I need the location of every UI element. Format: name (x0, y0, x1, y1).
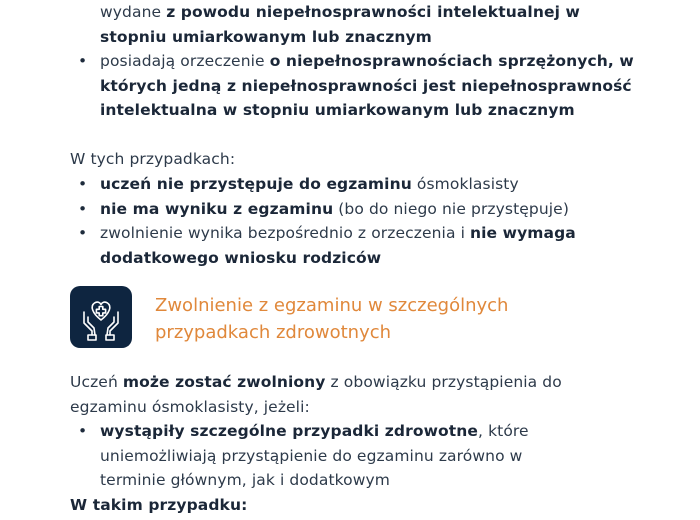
list-item (70, 0, 650, 49)
list-item-bold-text: o niepełnosprawnościach sprzężonych, w których jedną z niepełnosprawności jest niepełnosprawność intelektualna w stopniu umiarkowanym lub znacznym (100, 52, 634, 119)
list-item-text: posiadają orzeczenie (100, 52, 270, 70)
list-item-bold-text: uczeń nie przystępuje do egzaminu (100, 175, 412, 193)
section-heading: Zwolnienie z egzaminu w szczególnych przypadkach zdrowotnych (155, 295, 509, 343)
list-item-text: zwolnienie wynika bezpośrednio z orzeczenia i (100, 224, 470, 242)
list-item-text: , które uniemożliwiają przystąpienie do egzaminu zarówno w terminie głównym, jak i dodatkowym (100, 422, 529, 489)
in-such-case-text: W takim przypadku: (70, 496, 248, 514)
in-these-cases-label (70, 147, 670, 172)
list-item-bold-text: nie ma wyniku z egzaminu (100, 199, 334, 218)
health-care-icon (70, 286, 132, 348)
list-item (70, 197, 650, 222)
intro-text: z obowiązku przystąpienia do egzaminu ósmoklasisty, jeżeli: (70, 373, 562, 416)
consequences-list (70, 172, 650, 270)
intro-text: Uczeń (70, 373, 123, 391)
in-such-case-label (70, 493, 670, 518)
hands-holding-heart-icon (70, 286, 132, 348)
list-item-bold-text: nie wymaga dodatkowego wniosku rodziców (100, 224, 576, 267)
list-item-text: ósmoklasisty (411, 175, 519, 193)
in-these-cases-text: W tych przypadkach: (70, 150, 236, 168)
list-item-text: wydane (100, 3, 167, 21)
disability-criteria-list (70, 0, 650, 123)
health-conditions-list (70, 419, 570, 493)
list-item (70, 172, 650, 197)
list-item-bold-text: wystąpiły szczególne przypadki zdrowotne (100, 422, 479, 440)
intro-paragraph (70, 370, 630, 419)
list-item (70, 221, 650, 270)
list-item (70, 49, 650, 123)
list-item-text: (bo do niego nie przystępuje) (333, 199, 569, 218)
list-item (70, 419, 570, 493)
intro-bold-text: może zostać zwolniony (122, 373, 326, 391)
list-item-bold-text: z powodu niepełnosprawności intelektualnej w stopniu umiarkowanym lub znacznym (100, 3, 580, 46)
